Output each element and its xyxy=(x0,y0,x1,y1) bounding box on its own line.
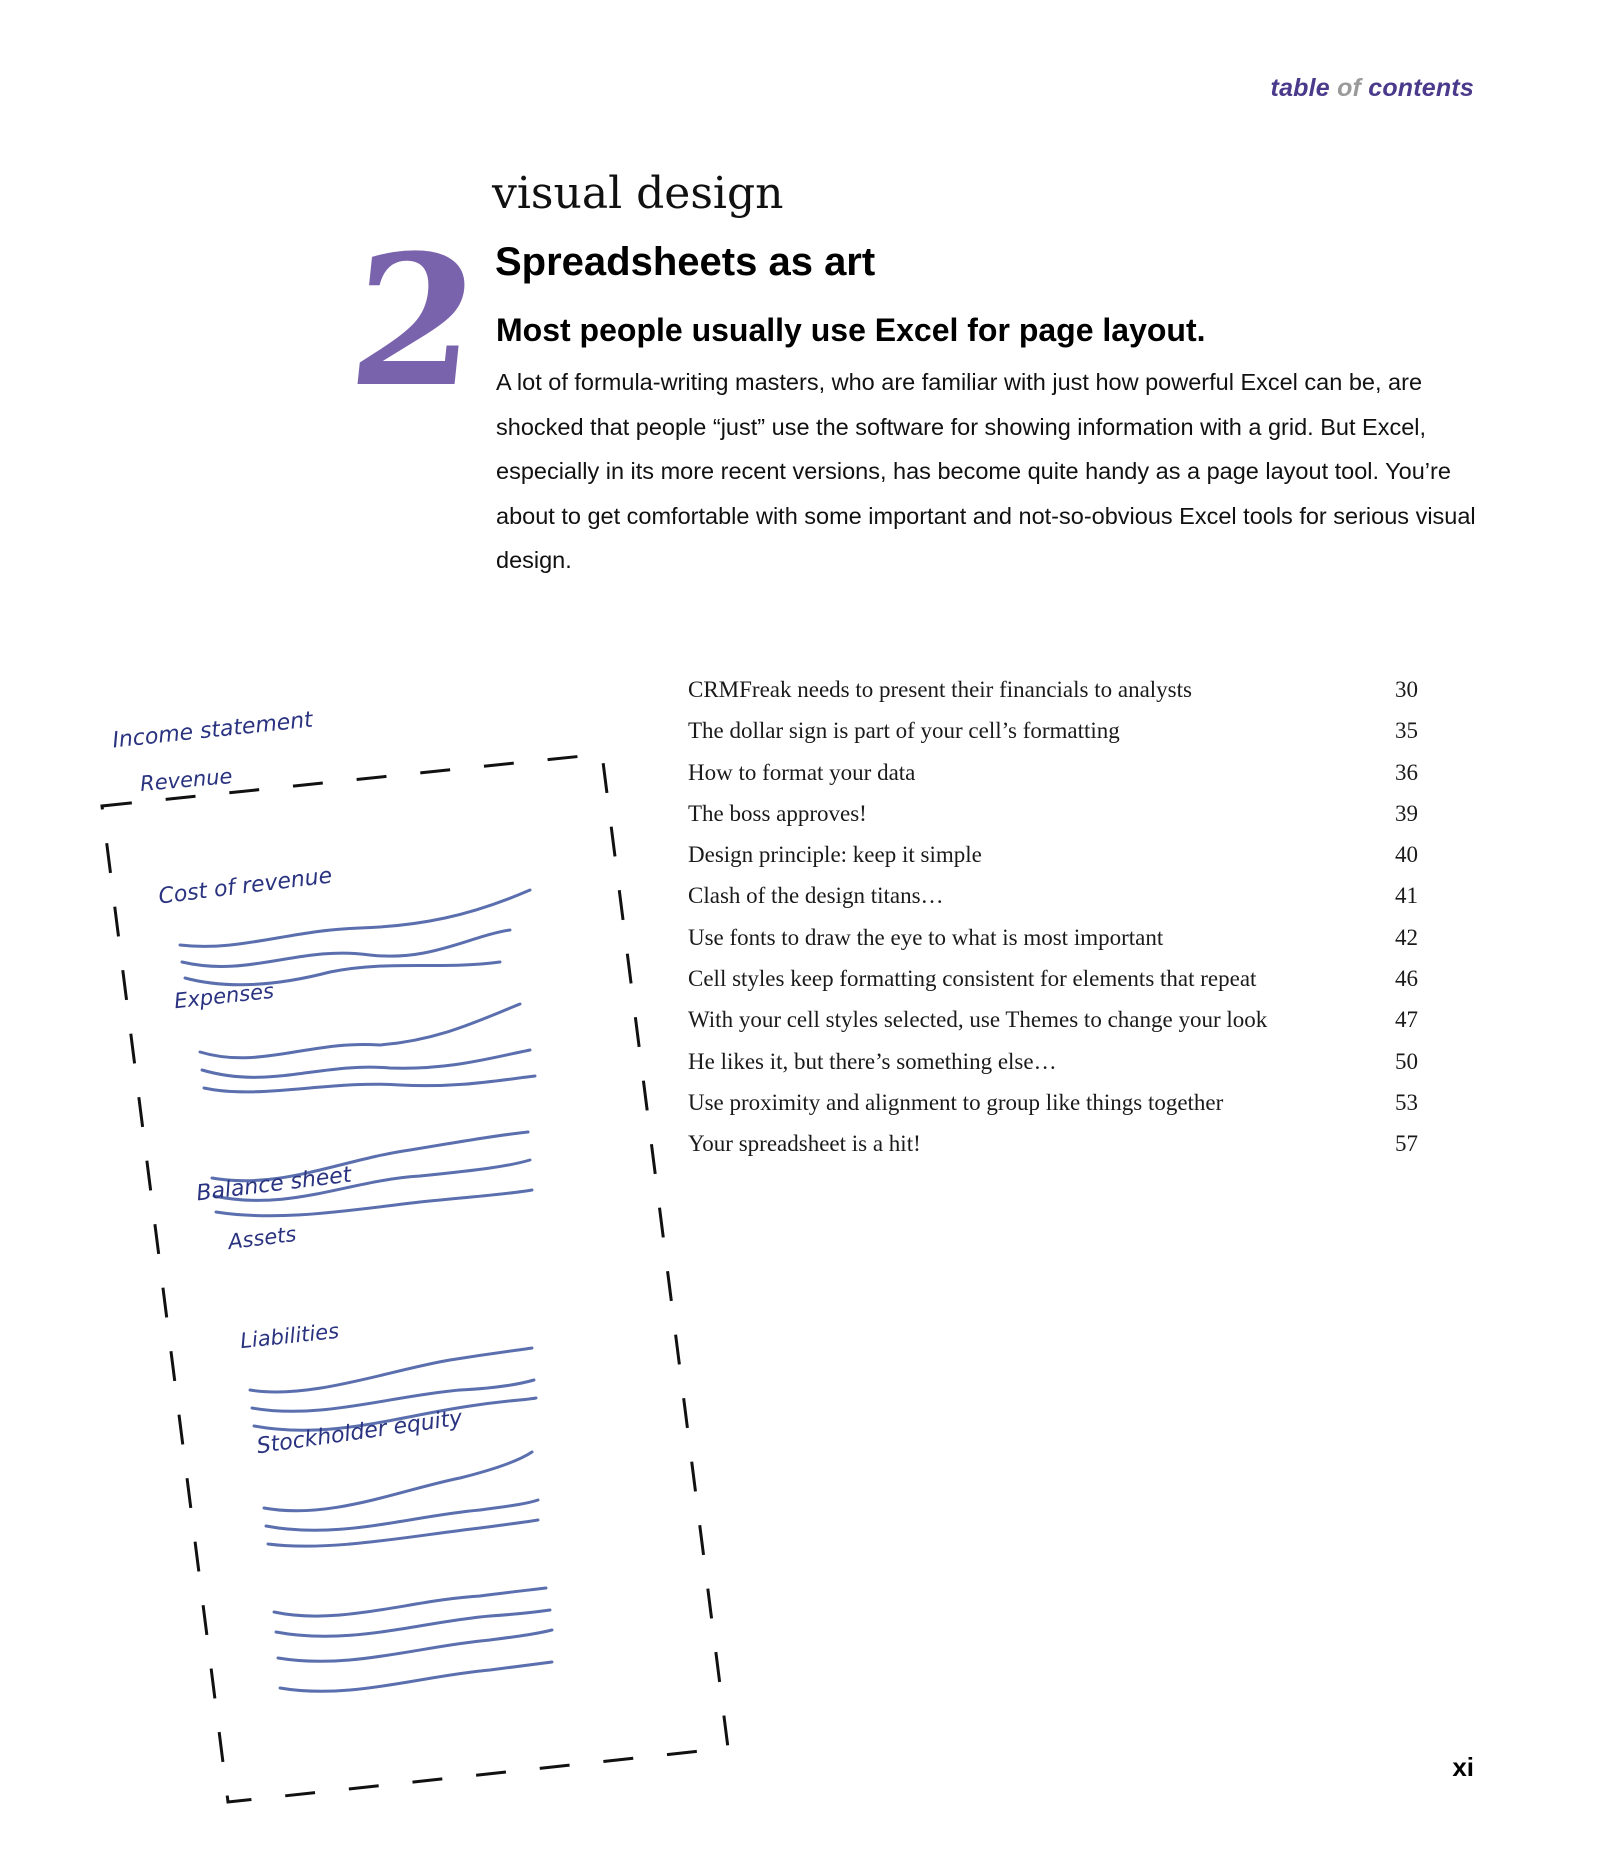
intro-body: A lot of formula-writing masters, who are familiar with just how powerful Excel can be, are shocked that people “just” use the software for showing information with a grid. But Excel, especially in its more recent versions, has become quite handy as a page layout tool. You’re about to get comfortable with some important and not-so-obvious Excel tools for serious visual design. xyxy=(496,369,1476,573)
toc-entry-title: The dollar sign is part of your cell’s formatting xyxy=(688,718,1120,744)
toc-entry-title: Use proximity and alignment to group like things together xyxy=(688,1089,1224,1115)
sketch-label-balance-sheet: Balance sheet xyxy=(195,1162,353,1207)
toc-entry-title: Design principle: keep it simple xyxy=(688,842,982,868)
financial-report-sketch xyxy=(90,707,730,1830)
toc-entry-page: 40 xyxy=(1395,842,1418,868)
toc-entry-page: 57 xyxy=(1395,1131,1418,1157)
toc-entry xyxy=(688,793,1418,834)
intro-heading: Most people usually use Excel for page layout. xyxy=(496,312,1206,348)
toc-entry xyxy=(688,958,1418,999)
sketch-label-assets: Assets xyxy=(226,1221,298,1255)
header-of: of xyxy=(1337,74,1362,102)
sketch-label-cost-of-revenue: Cost of revenue xyxy=(157,863,334,910)
sketch-label-expenses: Expenses xyxy=(173,978,276,1014)
toc-entry xyxy=(688,669,1418,710)
sketch-label-stockholder-equity: Stockholder equity xyxy=(255,1405,464,1460)
header-table: table xyxy=(1270,74,1330,102)
sketch-label-liabilities: Liabilities xyxy=(239,1318,341,1354)
chapter-title: Spreadsheets as art xyxy=(495,240,876,284)
toc-entry xyxy=(688,834,1418,875)
toc-entry xyxy=(688,1082,1418,1123)
toc-entry xyxy=(688,917,1418,958)
dashed-frame xyxy=(102,754,728,1802)
toc-entry-title: Use fonts to draw the eye to what is most important xyxy=(688,924,1164,950)
chapter-number: 2 xyxy=(340,216,489,427)
toc-entry-page: 41 xyxy=(1395,883,1418,909)
toc-entry-page: 36 xyxy=(1395,759,1418,785)
toc-entry-title: Clash of the design titans… xyxy=(688,883,944,909)
toc-entry xyxy=(688,710,1418,751)
toc-entry-title: Cell styles keep formatting consistent for elements that repeat xyxy=(688,966,1257,992)
toc-entry-page: 39 xyxy=(1395,800,1418,826)
scribble-lines xyxy=(180,890,552,1691)
toc-entry-title: Your spreadsheet is a hit! xyxy=(688,1131,921,1157)
running-header xyxy=(1271,74,1474,103)
toc-entry-page: 42 xyxy=(1395,924,1418,950)
toc-entry xyxy=(688,999,1418,1040)
sketch-label-income-statement: Income statement xyxy=(111,707,314,754)
toc-entry-page: 47 xyxy=(1395,1007,1418,1033)
page-number: xi xyxy=(1452,1752,1474,1782)
toc-entry xyxy=(688,752,1418,793)
toc-entry-page: 50 xyxy=(1395,1048,1418,1074)
toc-entry-title: CRMFreak needs to present their financials to analysts xyxy=(688,677,1192,702)
header-contents: contents xyxy=(1368,74,1474,102)
toc-entry-title: How to format your data xyxy=(688,759,916,785)
toc-entry-page: 30 xyxy=(1395,677,1418,702)
toc-entry xyxy=(688,1041,1418,1082)
toc-entry-title: He likes it, but there’s something else… xyxy=(688,1048,1057,1074)
toc-entry-title: The boss approves! xyxy=(688,800,867,826)
toc-entry-title: With your cell styles selected, use Themes to change your look xyxy=(688,1007,1268,1033)
toc-entry-page: 46 xyxy=(1395,966,1418,992)
toc-entry-page: 53 xyxy=(1395,1089,1418,1115)
toc-entry xyxy=(688,875,1418,916)
sketch-label-revenue: Revenue xyxy=(139,764,234,796)
toc-entry xyxy=(688,1123,1418,1164)
chapter-name: visual design xyxy=(492,168,784,219)
toc-entry-page: 35 xyxy=(1395,718,1418,744)
toc-list xyxy=(688,669,1418,1165)
